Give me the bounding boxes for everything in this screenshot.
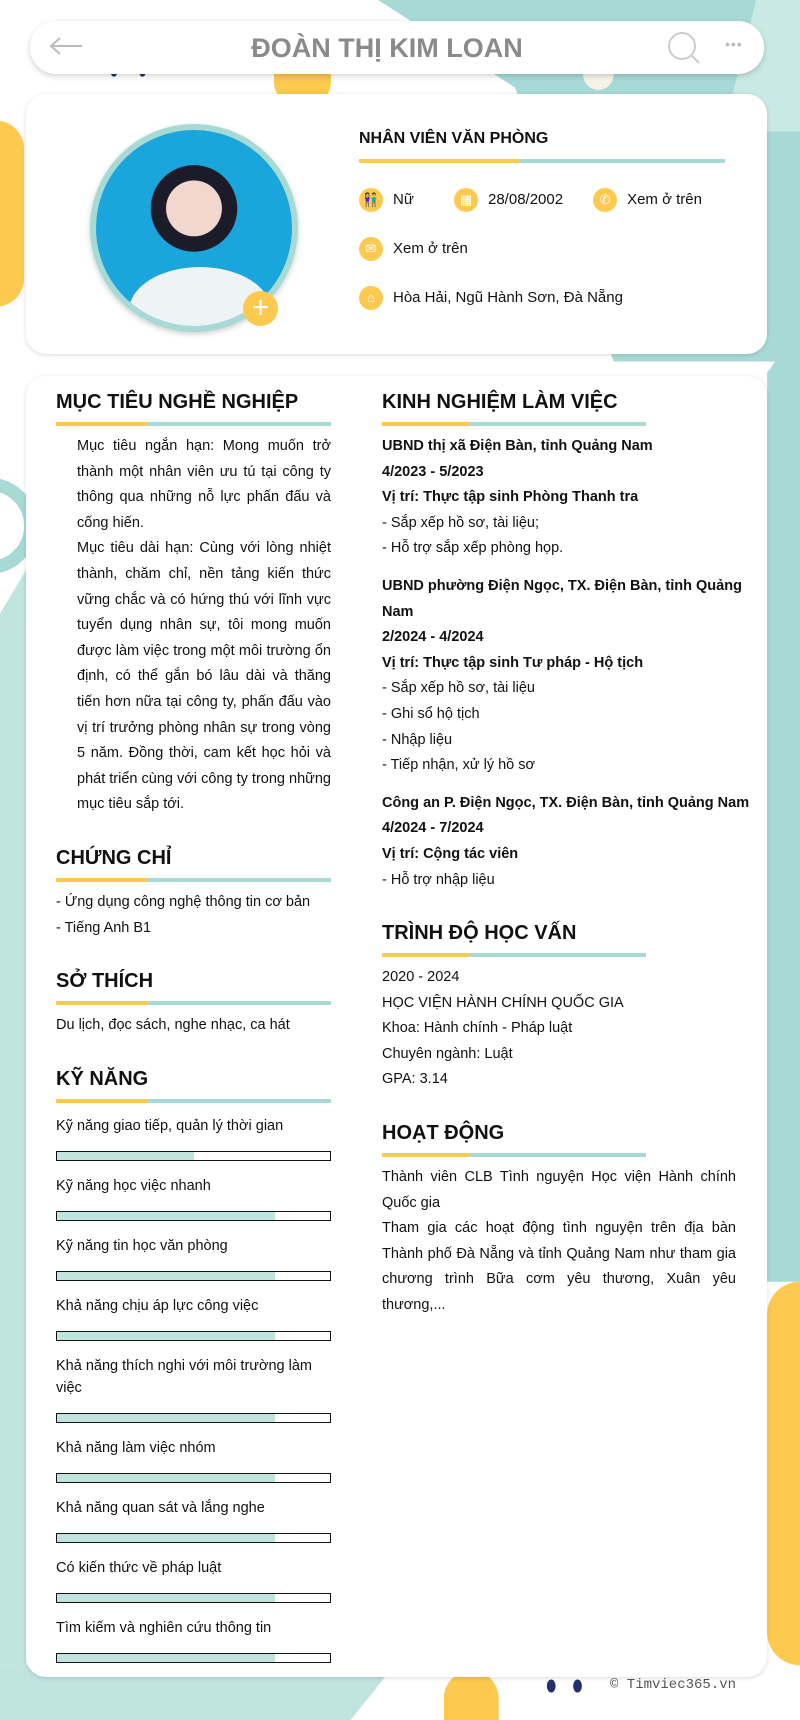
activity-item: Thành viên CLB Tình nguyện Học viện Hành chính Quốc gia [382,1169,736,1211]
skill-label: Kỹ năng tin học văn phòng [56,1237,228,1254]
skill-bar-fill [57,1272,275,1280]
left-column [56,376,331,1677]
skills-section [56,1065,331,1663]
skill-bar-fill [57,1212,275,1220]
mail-icon: ✉ [359,237,383,261]
skills-list [56,1115,331,1663]
gender: Nữ [393,191,414,208]
right-column [382,376,752,1677]
skill-label: Khả năng chịu áp lực công việc [56,1297,259,1314]
arrow-left-icon[interactable] [48,36,84,56]
skill-bar [56,1271,331,1281]
divider [382,422,646,426]
major: Chuyên ngành: Luật [382,1045,513,1062]
calendar-icon: ▦ [454,188,478,212]
divider [56,878,331,882]
skill-bar-fill [57,1534,275,1542]
hobbies-text: Du lịch, đọc sách, nghe nhạc, ca hát [56,1017,290,1034]
school-name: HỌC VIỆN HÀNH CHÍNH QUỐC GIA [382,994,624,1011]
objective-text [56,434,331,818]
skill-item [56,1235,331,1281]
divider [359,159,725,163]
skill-bar-fill [57,1474,275,1482]
task: - Hỗ trợ sắp xếp phòng họp. [382,540,564,557]
skill-bar [56,1473,331,1483]
phone-item [593,188,702,212]
activities-heading: HOẠT ĐỘNG [382,1122,505,1145]
skill-item [56,1497,331,1543]
footer-copyright: © Timviec365.vn [610,1677,737,1693]
birthday: 28/08/2002 [488,191,564,208]
skill-bar-fill [57,1414,275,1422]
gender-icon: 👫 [359,188,383,212]
certificate-item: - Tiếng Anh B1 [56,919,152,936]
long-term-goal: Mục tiêu dài hạn: Cùng với lòng nhiệt thành, chăm chỉ, nền tảng kiến thức vững chắc và có hứng thú với lĩnh vực tuyển dụng nhân sự, tôi mong muốn được làm việc trong một môi trường ổn định, có thể gắn bó lâu dài và thăng tiến hơn nữa tại công ty, phấn đấu vào vị trí trưởng phòng nhân sự trong vòng 5 năm. Đồng thời, cam kết học hỏi và phát triển cùng với công ty trong những mục tiêu sắp tới. [77,540,331,813]
period: 2/2024 - 4/2024 [382,629,484,646]
divider [382,1153,646,1157]
address: Hòa Hải, Ngũ Hành Sơn, Đà Nẵng [393,289,623,306]
skill-bar-fill [57,1654,275,1662]
experience-item [382,574,752,779]
search-icon[interactable] [666,30,702,66]
experience-heading: KINH NGHIỆM LÀM VIỆC [382,391,618,413]
objective-section [56,388,331,818]
education-heading: TRÌNH ĐỘ HỌC VẤN [382,922,577,945]
organization: Công an P. Điện Ngọc, TX. Điện Bàn, tỉnh Quảng Nam [382,794,750,811]
skill-bar [56,1413,331,1423]
skill-label: Khả năng thích nghi với môi trường làm việc [56,1357,313,1396]
phone: Xem ở trên [627,191,702,208]
skill-label: Khả năng làm việc nhóm [56,1439,216,1456]
short-term-goal: Mục tiêu ngắn hạn: Mong muốn trở thành một nhân viên ưu tú tại công ty thông qua những nỗ lực phấn đấu và cống hiến. [77,438,331,531]
birthday-item [454,188,563,212]
task: - Hỗ trợ nhập liệu [382,871,495,888]
faculty: Khoa: Hành chính - Pháp luật [382,1020,573,1037]
divider [56,1001,331,1005]
hobbies-section [56,967,331,1039]
info-row [359,187,739,212]
skill-bar-fill [57,1332,275,1340]
skill-label: Có kiến thức về pháp luật [56,1559,222,1576]
skill-bar [56,1331,331,1341]
skill-label: Khả năng quan sát và lắng nghe [56,1499,265,1516]
divider [56,422,331,426]
skill-bar-fill [57,1152,194,1160]
add-photo-button[interactable]: + [243,291,278,326]
education-section [382,919,752,1093]
period: 4/2023 - 5/2023 [382,463,484,480]
education-details [382,965,752,1093]
top-bar [30,21,764,74]
activity-item: Tham gia các hoạt động tình nguyện trên địa bàn Thành phố Đà Nẵng và tỉnh Quảng Nam như tham gia chương trình Bữa cơm yêu thương, Xuân yêu thương,... [382,1220,736,1314]
activities-text [382,1165,736,1319]
objective-heading: MỤC TIÊU NGHỀ NGHIỆP [56,391,299,413]
position: Vị trí: Cộng tác viên [382,845,519,862]
certificates-heading: CHỨNG CHỈ [56,846,172,869]
skill-bar [56,1211,331,1221]
task: - Sắp xếp hồ sơ, tài liệu; [382,514,540,531]
home-icon: ⌂ [359,286,383,310]
skill-item [56,1115,331,1161]
certificates-section [56,844,331,941]
job-title: NHÂN VIÊN VĂN PHÒNG [359,130,549,147]
experience-section [382,388,752,893]
activities-section [382,1119,752,1319]
skill-label: Kỹ năng giao tiếp, quản lý thời gian [56,1117,284,1134]
skill-item [56,1355,331,1423]
skill-bar [56,1593,331,1603]
page-title: ĐOÀN THỊ KIM LOAN [251,33,523,63]
gender-item [359,188,424,212]
skill-label: Kỹ năng học việc nhanh [56,1177,211,1194]
phone-icon: ✆ [593,188,617,212]
main-card [26,376,767,1677]
task: - Nhập liệu [382,731,453,748]
email: Xem ở trên [393,240,468,257]
skill-bar [56,1653,331,1663]
skill-item [56,1617,331,1663]
gpa: GPA: 3.14 [382,1071,448,1088]
task: - Sắp xếp hồ sơ, tài liệu [382,680,535,697]
task: - Tiếp nhận, xử lý hồ sơ [382,757,536,774]
position: Vị trí: Thực tập sinh Phòng Thanh tra [382,489,639,506]
hobbies-heading: SỞ THÍCH [56,970,154,993]
address-row [359,285,739,310]
profile-info [359,128,739,310]
experience-item [382,434,752,562]
skill-bar [56,1151,331,1161]
experience-item [382,791,752,893]
divider [382,953,646,957]
skill-bar [56,1533,331,1543]
certificates-list [56,890,331,941]
skills-heading: KỸ NĂNG [56,1067,149,1090]
skill-item [56,1437,331,1483]
certificate-item: - Ứng dụng công nghệ thông tin cơ bản [56,893,311,910]
experience-list [382,434,752,893]
divider [56,1099,331,1103]
organization: UBND phường Điện Ngọc, TX. Điện Bàn, tỉnh Quảng Nam [382,577,742,620]
organization: UBND thị xã Điện Bàn, tỉnh Quảng Nam [382,438,653,454]
skill-item [56,1295,331,1341]
skill-item [56,1557,331,1603]
more-icon[interactable]: ••• [725,36,743,52]
task: - Ghi sổ hộ tịch [382,705,480,722]
skill-label: Tìm kiếm và nghiên cứu thông tin [56,1619,272,1636]
education-period: 2020 - 2024 [382,969,460,986]
skill-item [56,1175,331,1221]
position: Vị trí: Thực tập sinh Tư pháp - Hộ tịch [382,654,644,671]
skill-bar-fill [57,1594,275,1602]
email-row [359,236,739,261]
period: 4/2024 - 7/2024 [382,820,484,837]
